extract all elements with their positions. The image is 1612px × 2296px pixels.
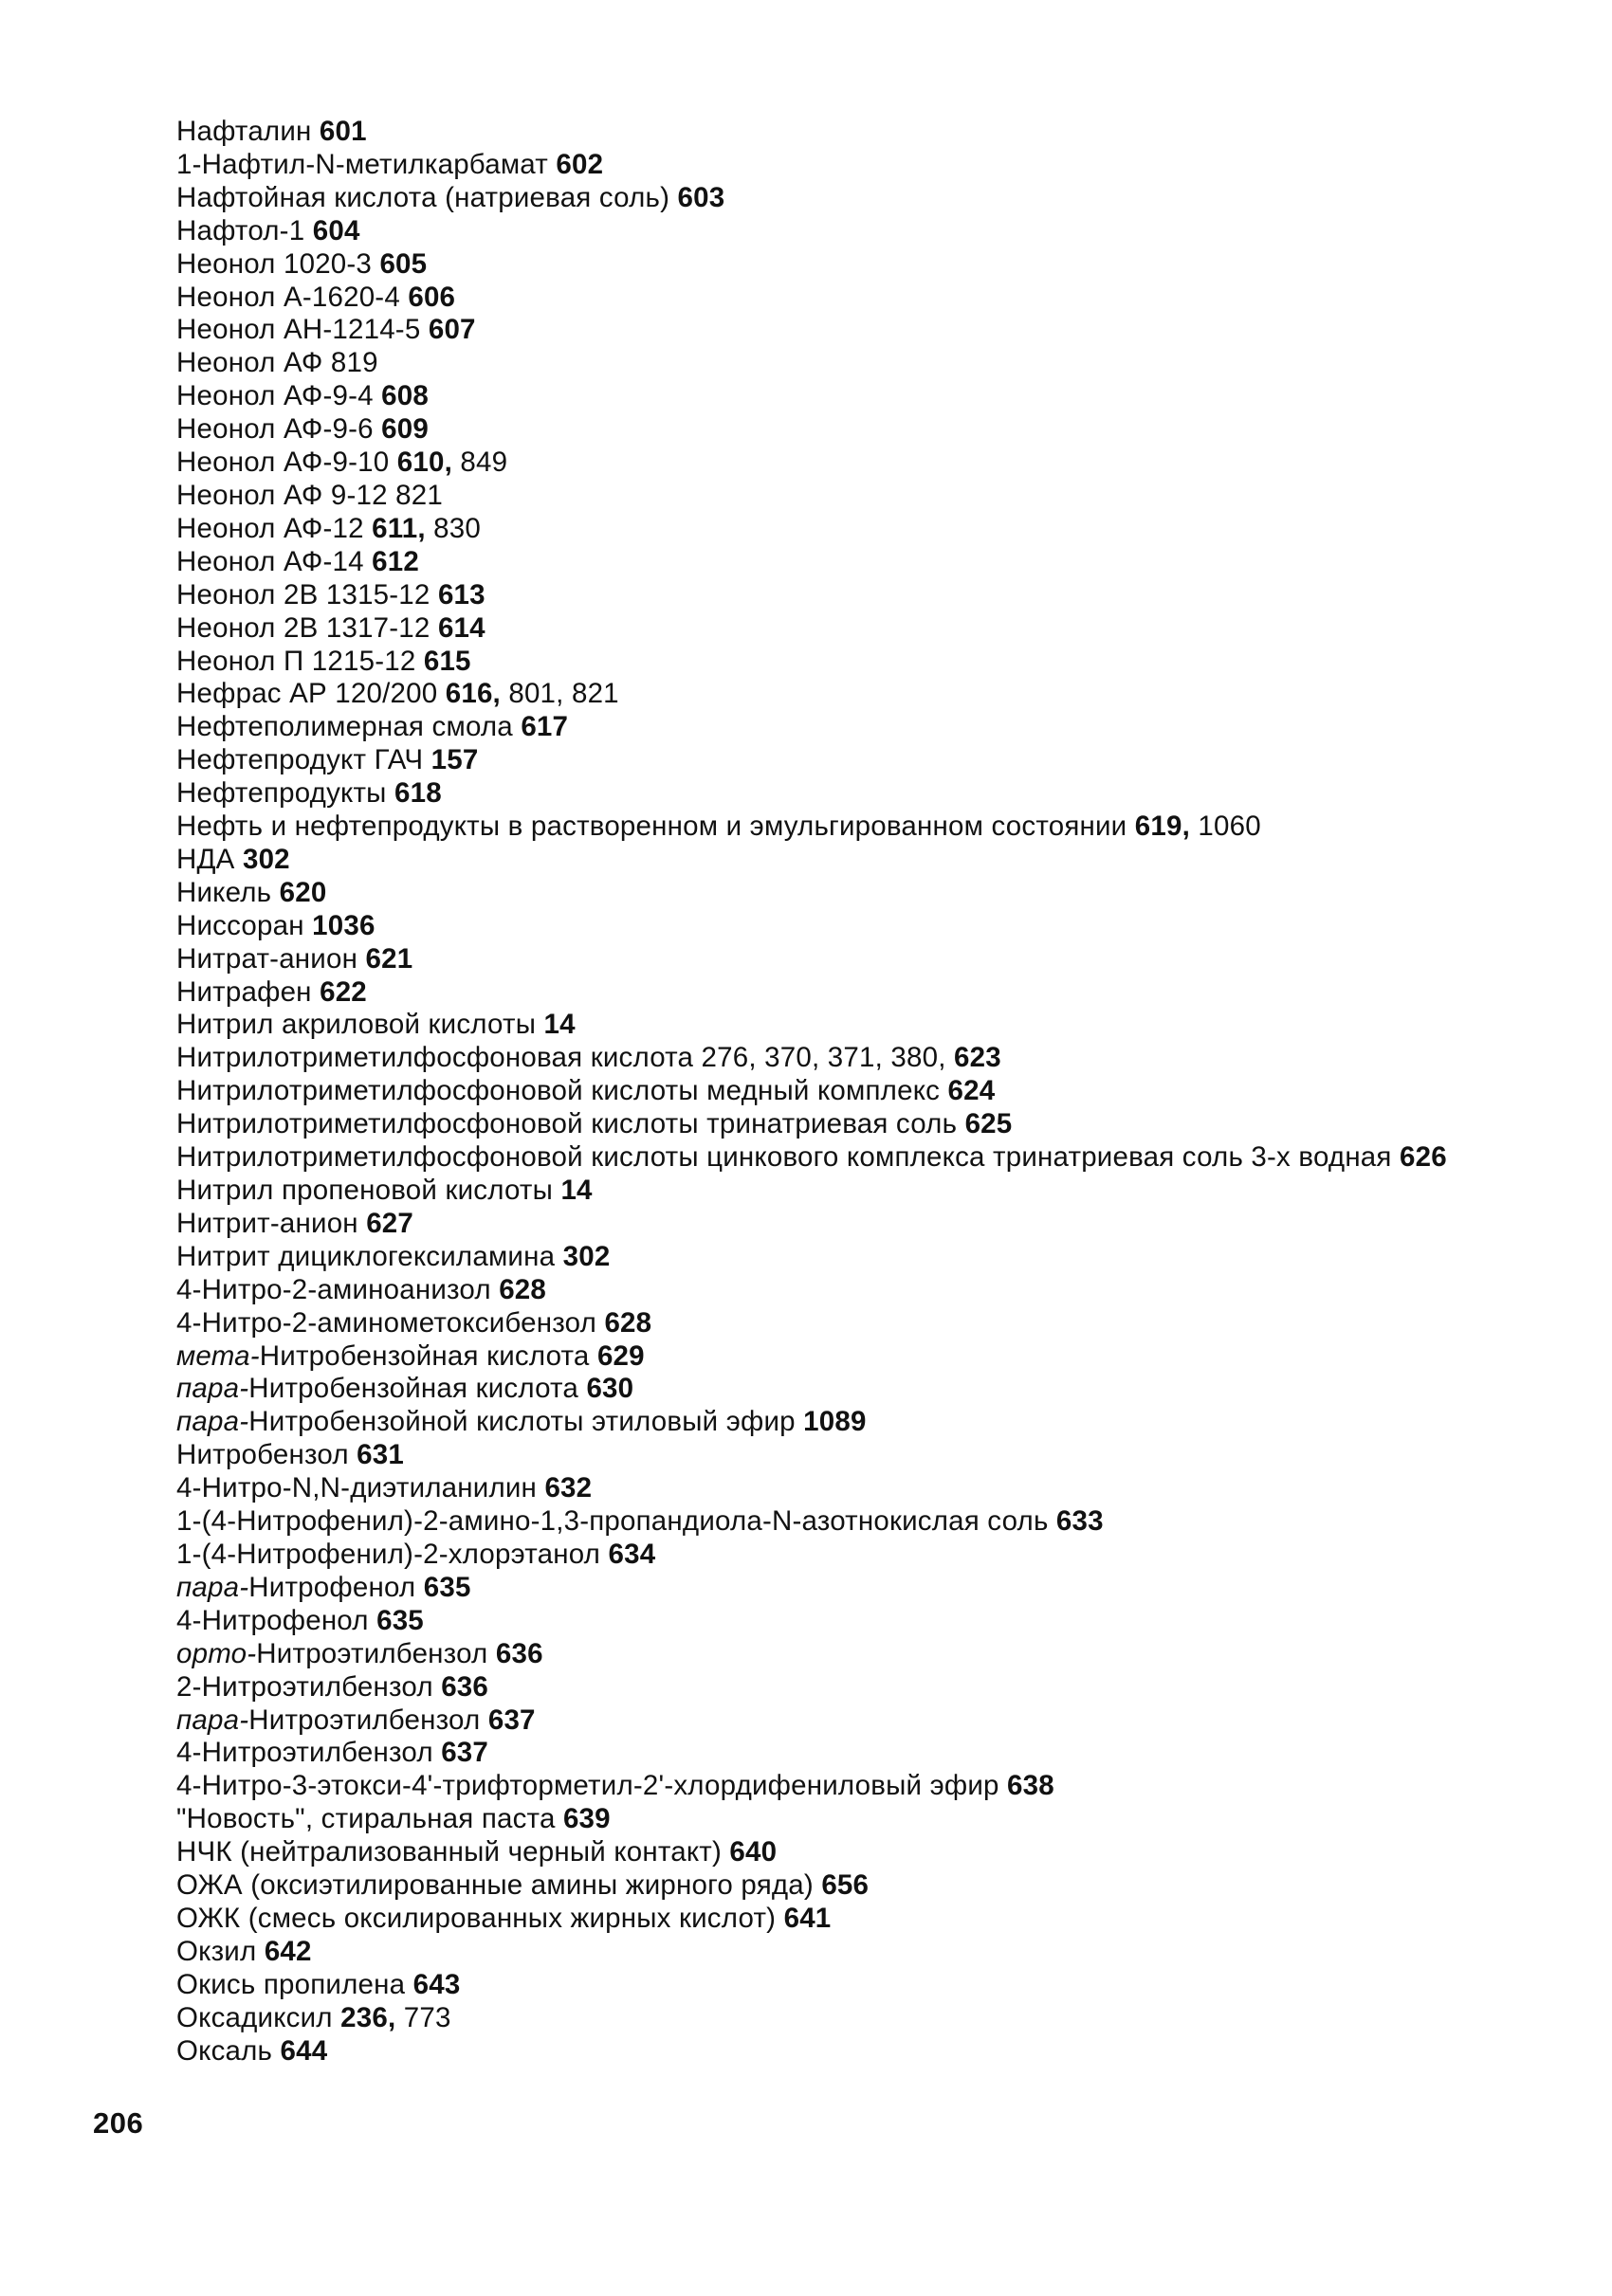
entry-term: Нефтеполимерная смола — [176, 711, 513, 743]
entry-text — [420, 314, 428, 345]
entry-text — [600, 1539, 608, 1570]
entry-term: Неонол АФ-12 — [176, 512, 364, 544]
entry-text: 819 — [330, 347, 378, 379]
index-entry — [176, 116, 1504, 149]
entry-term: Нефть и нефтепродукты в растворенном и эмульгированном состоянии — [176, 811, 1127, 843]
entry-page-ref-primary: 618 — [394, 777, 442, 810]
entry-page-ref-primary: 628 — [604, 1306, 652, 1339]
entry-term: Нитрит дициклогексиламина — [176, 1240, 556, 1272]
entry-page-ref-primary: 631 — [357, 1439, 404, 1471]
index-entry — [176, 1340, 1504, 1374]
index-entry — [176, 844, 1504, 877]
entry-text — [374, 413, 381, 445]
index-entry — [176, 943, 1504, 976]
index-entry — [176, 380, 1504, 413]
entry-text — [271, 877, 279, 908]
entry-text — [430, 612, 438, 644]
entry-page-ref-primary: 609 — [381, 413, 429, 446]
entry-text — [256, 1936, 264, 1967]
index-entry — [176, 446, 1504, 480]
entry-term: 4-Нитро-2-аминоанизол — [176, 1273, 491, 1305]
index-entry — [176, 513, 1504, 546]
entry-text — [776, 1903, 783, 1934]
index-entry — [176, 1572, 1504, 1605]
index-entry — [176, 1274, 1504, 1307]
entry-page-ref-primary: 626 — [1400, 1141, 1447, 1174]
index-entry — [176, 744, 1504, 777]
entry-page-ref-primary: 625 — [964, 1108, 1013, 1140]
index-entry — [176, 877, 1504, 910]
index-entry — [176, 777, 1504, 811]
entry-text — [304, 215, 312, 246]
entry-term: 1-(4-Нитрофенил)-2-амино-1,3-пропандиола-N-азотнокислая соль — [176, 1505, 1049, 1538]
entry-text — [405, 1969, 412, 2000]
index-entry — [176, 976, 1504, 1010]
entry-page-ref-primary: 640 — [729, 1836, 778, 1868]
index-entry — [176, 282, 1504, 315]
index-entry — [176, 910, 1504, 943]
entry-text — [433, 1737, 441, 1768]
entry-text — [590, 1340, 597, 1372]
entry-page-ref-primary: 632 — [544, 1472, 593, 1504]
entry-text — [364, 513, 372, 544]
index-entry — [176, 1638, 1504, 1671]
index-entry — [176, 811, 1504, 844]
entry-term: "Новость", стиральная паста — [176, 1803, 556, 1835]
entry-term: Неонол 2В 1315-12 — [176, 578, 430, 610]
index-entry — [176, 248, 1504, 282]
entry-term: Нитрилотриметилфосфоновая кислота — [176, 1042, 694, 1074]
entry-text — [480, 1704, 487, 1736]
entry-page-ref-primary: 628 — [499, 1273, 547, 1305]
entry-text: 773 — [395, 2001, 451, 2033]
index-entry — [176, 1539, 1504, 1572]
entry-text — [349, 1439, 357, 1470]
entry-text — [364, 546, 372, 577]
entry-page-ref-primary: 637 — [441, 1737, 489, 1769]
entry-term: Неонол АН-1214-5 — [176, 314, 421, 346]
index-entry — [176, 413, 1504, 446]
entry-term: 4-Нитро-3-этокси-4'-трифторметил-2'-хлордифениловый эфир — [176, 1770, 999, 1802]
entry-text — [388, 480, 395, 511]
index-entry — [176, 1903, 1504, 1936]
entry-page-ref-primary: 641 — [783, 1902, 832, 1934]
entry-text — [437, 678, 445, 709]
entry-term: Неонол АФ — [176, 347, 323, 379]
entry-term: 4-Нитроэтилбензол — [176, 1737, 433, 1769]
index-entry — [176, 149, 1504, 182]
index-entry — [176, 2035, 1504, 2068]
entry-text — [423, 744, 430, 775]
index-entry — [176, 2002, 1504, 2035]
entry-text: 821 — [395, 479, 443, 511]
index-entry — [176, 314, 1504, 347]
index-entry — [176, 215, 1504, 248]
entry-term: 2-Нитроэтилбензол — [176, 1670, 433, 1703]
entry-text — [1049, 1505, 1056, 1537]
index-entry — [176, 1241, 1504, 1274]
entry-page-ref-primary: 610, — [396, 446, 452, 479]
entry-term: Оксадиксил — [176, 2001, 333, 2033]
entry-text — [556, 1803, 563, 1834]
entry-text — [433, 1671, 441, 1703]
index-entry — [176, 678, 1504, 711]
entry-term: ОЖК (смесь оксилированных жирных кислот) — [176, 1902, 777, 1934]
entry-page-ref-primary: 623 — [954, 1042, 1001, 1074]
entry-text: Нитроэтилбензол — [256, 1637, 488, 1669]
entry-text: Нитробензойная кислота — [259, 1339, 590, 1372]
entry-page-ref-primary: 157 — [430, 744, 479, 776]
entry-page-ref-primary: 613 — [437, 578, 485, 610]
entry-text — [323, 347, 331, 378]
entry-term: Неонол А-1620-4 — [176, 281, 400, 313]
entry-text — [430, 579, 438, 610]
entry-term: Нафтол-1 — [176, 214, 305, 246]
index-entry — [176, 1307, 1504, 1340]
entry-page-ref-primary: 605 — [379, 247, 428, 280]
index-entry — [176, 1936, 1504, 1969]
entry-page-ref-primary: 615 — [423, 645, 471, 677]
entry-text — [272, 2035, 280, 2067]
entry-page-ref-primary: 644 — [280, 2034, 328, 2067]
entry-text: 801, 821 — [500, 678, 619, 710]
index-entry — [176, 1505, 1504, 1539]
entry-term: Неонол АФ-14 — [176, 545, 364, 577]
index-entry — [176, 1969, 1504, 2002]
entry-text — [333, 2002, 340, 2033]
entry-text — [387, 777, 394, 809]
entry-text — [1392, 1141, 1400, 1173]
entry-text — [312, 976, 320, 1008]
entry-page-ref-primary: 606 — [408, 281, 456, 313]
entry-page-ref-primary: 639 — [562, 1803, 611, 1835]
entry-page-ref-primary: 614 — [437, 611, 485, 644]
entry-term: Нитрилотриметилфосфоновой кислоты тринатриевая соль — [176, 1108, 958, 1140]
entry-text: Нитрофенол — [248, 1571, 416, 1603]
entry-text — [304, 910, 312, 941]
entry-text — [940, 1075, 947, 1106]
entry-text — [999, 1770, 1007, 1801]
entry-page-ref-primary: 617 — [521, 711, 569, 743]
entry-page-ref-primary: 656 — [821, 1869, 870, 1902]
index-entry — [176, 1009, 1504, 1042]
entry-page-ref-primary: 607 — [428, 314, 476, 346]
entry-page-ref-primary: 624 — [947, 1075, 996, 1107]
entry-term: Нефтепродукт ГАЧ — [176, 744, 424, 776]
index-entry — [176, 1075, 1504, 1108]
index-entry — [176, 1671, 1504, 1704]
entry-term: Неонол АФ-9-10 — [176, 446, 390, 479]
entry-term: Нитробензол — [176, 1439, 349, 1471]
index-entry — [176, 1373, 1504, 1406]
entry-text — [415, 646, 423, 677]
index-entry — [176, 1141, 1494, 1175]
entry-text — [536, 1009, 543, 1040]
entry-page-ref-primary: 642 — [264, 1935, 312, 1967]
index-entry — [176, 1869, 1504, 1903]
index-entry — [176, 711, 1504, 744]
index-entry — [176, 1042, 1504, 1075]
entry-page-ref-primary: 611, — [372, 512, 426, 544]
entry-page-ref-primary: 638 — [1007, 1770, 1054, 1802]
entry-page-ref-primary: 602 — [556, 148, 604, 180]
entry-term: НЧК (нейтрализованный черный контакт) — [176, 1836, 723, 1868]
entry-page-ref-primary: 636 — [495, 1637, 543, 1669]
entry-page-ref-primary: 1089 — [803, 1406, 867, 1438]
entry-text: 276, 370, 371, 380, — [701, 1042, 954, 1074]
index-entry — [176, 1803, 1504, 1836]
entry-term: 4-Нитрофенол — [176, 1604, 369, 1636]
entry-text — [374, 380, 381, 411]
entry-text — [555, 1241, 562, 1272]
entry-term: Никель — [176, 876, 272, 908]
entry-page-ref-primary: 643 — [412, 1968, 461, 2000]
entry-text: 830 — [425, 512, 481, 544]
entry-page-ref-primary: 616, — [445, 678, 501, 710]
entry-page-ref-primary: 636 — [441, 1670, 489, 1703]
entry-term: ОЖА (оксиэтилированные амины жирного ряда) — [176, 1869, 814, 1902]
entry-page-ref-primary: 637 — [487, 1704, 536, 1736]
entry-prefix: пара- — [176, 1571, 249, 1603]
entry-term: Неонол 2В 1317-12 — [176, 611, 430, 644]
entry-prefix: пара- — [176, 1373, 249, 1405]
entry-page-ref-primary: 1036 — [312, 909, 376, 941]
entry-text — [235, 844, 243, 875]
index-entry — [176, 480, 1504, 513]
entry-term: Нафтойная кислота (натриевая соль) — [176, 181, 670, 213]
entry-text — [358, 1208, 366, 1239]
entry-term: Окись пропилена — [176, 1968, 406, 2000]
entry-term: Неонол АФ 9-12 — [176, 479, 388, 511]
entry-text — [389, 446, 396, 478]
entry-page-ref-primary: 604 — [312, 214, 360, 246]
index-entry — [176, 1770, 1504, 1803]
entry-term: Нитрил пропеновой кислоты — [176, 1175, 554, 1206]
entry-page-ref-primary: 612 — [372, 545, 419, 577]
entry-page-ref-primary: 302 — [562, 1240, 611, 1272]
index-entry — [176, 1175, 1504, 1208]
entry-text: Нитробензойная кислота — [248, 1373, 579, 1405]
entry-term: Неонол АФ-9-4 — [176, 380, 374, 412]
entry-text: Нитроэтилбензол — [248, 1704, 481, 1736]
entry-term: Нитрил акриловой кислоты — [176, 1009, 537, 1041]
index-entry — [176, 182, 1504, 215]
entry-page-ref-primary: 630 — [586, 1373, 634, 1405]
entry-prefix: пара- — [176, 1406, 249, 1438]
index-entry — [176, 1472, 1504, 1505]
entry-term: 1-(4-Нитрофенил)-2-хлорэтанол — [176, 1538, 601, 1570]
entry-term: Нитрилотриметилфосфоновой кислоты медный комплекс — [176, 1075, 941, 1107]
entry-text — [487, 1638, 495, 1669]
entry-page-ref-primary: 601 — [319, 116, 367, 147]
entry-text — [693, 1042, 701, 1073]
entry-term: Нитрафен — [176, 975, 312, 1008]
entry-page-ref-primary: 14 — [560, 1175, 593, 1206]
entry-prefix: мета- — [176, 1339, 260, 1372]
entry-page-ref-primary: 302 — [242, 843, 290, 875]
entry-page-ref-primary: 635 — [376, 1604, 424, 1636]
entry-text — [491, 1274, 499, 1305]
entry-term: Нефрас АР 120/200 — [176, 678, 438, 710]
entry-term: Нитрилотриметилфосфоновой кислоты цинкового комплекса тринатриевая соль 3-х водная — [176, 1141, 1392, 1174]
entry-text — [957, 1108, 964, 1139]
entry-term: 1-Нафтил-N-метилкарбамат — [176, 148, 548, 180]
entry-term: Неонол П 1215-12 — [176, 645, 416, 677]
index-entry — [176, 546, 1504, 579]
index-entry — [176, 1108, 1504, 1141]
entry-page-ref-primary: 635 — [423, 1571, 471, 1603]
entry-term: Окзил — [176, 1935, 257, 1967]
entry-page-ref-primary: 634 — [608, 1538, 656, 1570]
entry-term: Нитрат-анион — [176, 942, 358, 975]
index-entry — [176, 1605, 1504, 1638]
entry-term: Неонол 1020-3 — [176, 247, 373, 280]
entry-text — [312, 116, 320, 147]
entry-page-ref-primary: 622 — [320, 975, 367, 1008]
entry-term: Оксаль — [176, 2034, 273, 2067]
entry-term: Нефтепродукты — [176, 777, 387, 810]
index-entry — [176, 347, 1504, 380]
index-entry — [176, 1704, 1504, 1738]
entry-text: Нитробензойной кислоты этиловый эфир — [248, 1406, 796, 1438]
entry-page-ref-primary: 627 — [366, 1207, 414, 1239]
entry-page-ref-primary: 633 — [1055, 1505, 1104, 1538]
page-number: 206 — [93, 2106, 144, 2140]
index-entry — [176, 579, 1504, 612]
index-entry — [176, 1406, 1504, 1439]
index-entry — [176, 612, 1504, 646]
entry-text: 849 — [452, 446, 508, 479]
index-entry — [176, 1737, 1504, 1770]
entry-text — [369, 1605, 376, 1636]
index-entry — [176, 646, 1504, 679]
entry-page-ref-primary: 14 — [543, 1009, 576, 1041]
entry-page-ref-primary: 619, — [1134, 811, 1190, 843]
entry-page-ref-primary: 621 — [365, 942, 413, 975]
entry-page-ref-primary: 236, — [340, 2001, 396, 2033]
entry-text — [415, 1572, 423, 1603]
entry-text — [1127, 811, 1134, 842]
entry-text: 1060 — [1189, 811, 1261, 843]
entry-term: Ниссоран — [176, 909, 304, 941]
entry-text — [669, 182, 677, 213]
entry-page-ref-primary: 608 — [381, 380, 429, 412]
index-entry-list — [176, 116, 1504, 2068]
entry-term: НДА — [176, 843, 235, 875]
entry-page-ref-primary: 603 — [677, 181, 725, 213]
entry-term: 4-Нитро-2-аминометоксибензол — [176, 1306, 597, 1339]
entry-prefix: орто- — [176, 1637, 257, 1669]
entry-page-ref-primary: 620 — [279, 876, 327, 908]
index-entry — [176, 1836, 1504, 1869]
entry-term: Неонол АФ-9-6 — [176, 413, 374, 446]
index-entry — [176, 1439, 1504, 1472]
entry-prefix: пара- — [176, 1704, 249, 1736]
entry-term: 4-Нитро-N,N-диэтиланилин — [176, 1472, 538, 1504]
index-entry — [176, 1208, 1504, 1241]
entry-page-ref-primary: 629 — [596, 1339, 645, 1372]
entry-text — [796, 1406, 803, 1437]
entry-term: Нафталин — [176, 116, 312, 147]
entry-term: Нитрит-анион — [176, 1207, 358, 1239]
